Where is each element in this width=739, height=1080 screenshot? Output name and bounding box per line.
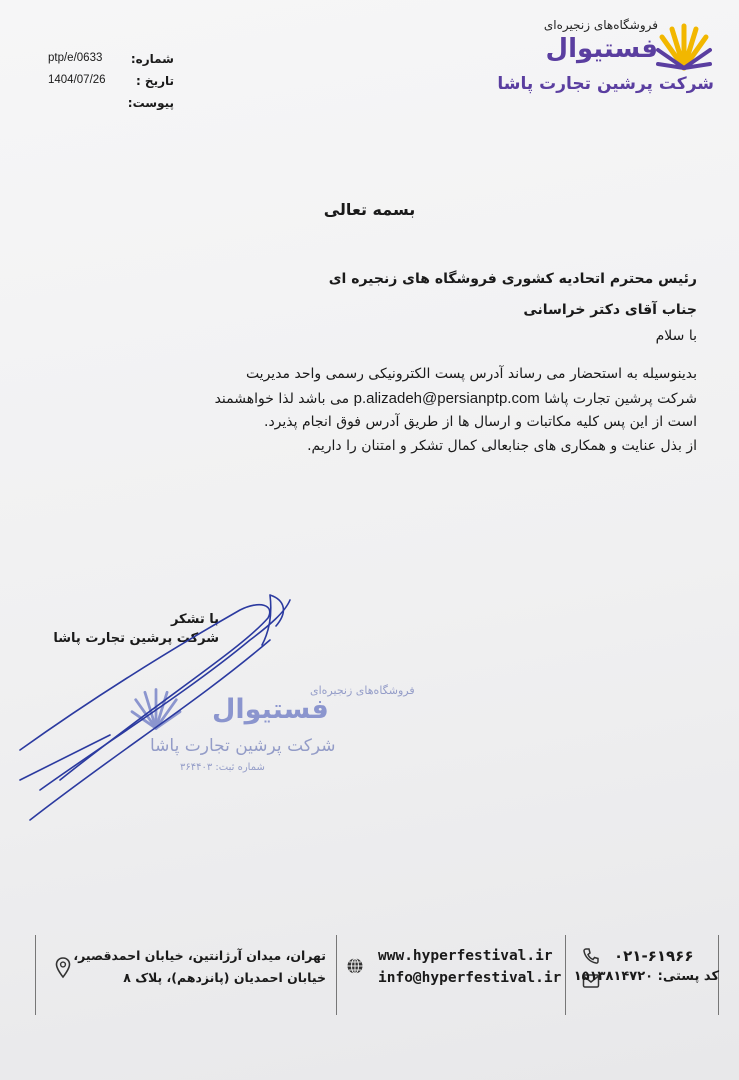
footer-divider xyxy=(336,935,337,1015)
body-line-4: از بذل عنایت و همکاری های جنابعالی کمال تشکر و امتنان را داریم. xyxy=(307,438,697,454)
greeting: با سلام xyxy=(655,328,697,344)
meta-date-row xyxy=(40,74,180,92)
company-stamp xyxy=(120,680,415,780)
company-logo xyxy=(497,8,720,98)
stamp-chain-label: فروشگاه‌های زنجیره‌ای xyxy=(310,684,415,697)
stamp-brand-name: فستیوال xyxy=(212,694,329,725)
fan-logo-icon xyxy=(656,20,712,72)
footer-email-link[interactable]: info@hyperfestival.ir xyxy=(378,970,562,986)
bismillah-heading: بسمه تعالی xyxy=(323,200,416,219)
stamp-registration: شماره ثبت: ۳۶۴۴۰۳ xyxy=(180,762,265,773)
recipient-title: رئیس محترم اتحادیه کشوری فروشگاه های زنجیره ای xyxy=(328,271,697,287)
date-value: 1404/07/26 xyxy=(48,74,106,86)
body-line-2 xyxy=(215,390,697,407)
footer-web-contacts xyxy=(378,945,561,989)
closing-thanks: با تشکر xyxy=(170,612,219,627)
meta-attachment-row xyxy=(40,96,180,114)
closing-company: شرکت پرشین تجارت پاشا xyxy=(53,631,219,646)
logo-company-name: شرکت پرشین تجارت پاشا xyxy=(497,74,714,94)
website-link[interactable]: www.hyperfestival.ir xyxy=(378,948,553,964)
body-line-3: است از این پس کلیه مکاتبات و ارسال ها از طریق آدرس فوق انجام پذیرد. xyxy=(264,414,697,430)
body-line-1: بدینوسیله به استحضار می رساند آدرس پست الکترونیکی رسمی واحد مدیریت xyxy=(245,366,697,382)
logo-chain-label: فروشگاه‌های زنجیره‌ای xyxy=(543,18,658,32)
stamp-fan-icon xyxy=(130,684,182,732)
recipient-name: جناب آقای دکتر خراسانی xyxy=(523,302,697,318)
phone-icon xyxy=(582,947,600,965)
body-line-2-end: می باشد لذا خواهشمند xyxy=(214,391,350,407)
footer-divider xyxy=(35,935,36,1015)
address-line-1: تهران، میدان آرژانتین، خیابان احمدقصیر، xyxy=(73,948,326,963)
address-line-2: خیابان احمدیان (پانزدهم)، پلاک ۸ xyxy=(123,970,326,985)
footer-postal-code: کد پستی: ۱۵۱۳۸۱۴۷۲۰ xyxy=(573,969,719,984)
body-line-2-start: شرکت پرشین تجارت پاشا xyxy=(544,391,697,407)
logo-brand-name: فستیوال xyxy=(545,34,658,64)
footer-divider xyxy=(565,935,566,1015)
stamp-company-name: شرکت پرشین تجارت پاشا xyxy=(150,736,336,756)
location-pin-icon xyxy=(55,957,71,979)
number-label: شماره: xyxy=(130,52,174,66)
footer-phone[interactable]: ۰۲۱-۶۱۹۶۶ xyxy=(614,947,694,965)
number-value: ptp/e/0633 xyxy=(48,52,103,64)
contact-email[interactable]: p.alizadeh@persianptp.com xyxy=(353,390,540,407)
attachment-label: پیوست: xyxy=(127,96,174,110)
closing-block xyxy=(53,612,219,646)
footer-address xyxy=(73,945,326,989)
globe-icon xyxy=(346,957,364,975)
letter-footer xyxy=(0,925,739,1025)
date-label: تاریخ : xyxy=(135,74,174,88)
meta-number-row xyxy=(40,52,180,70)
